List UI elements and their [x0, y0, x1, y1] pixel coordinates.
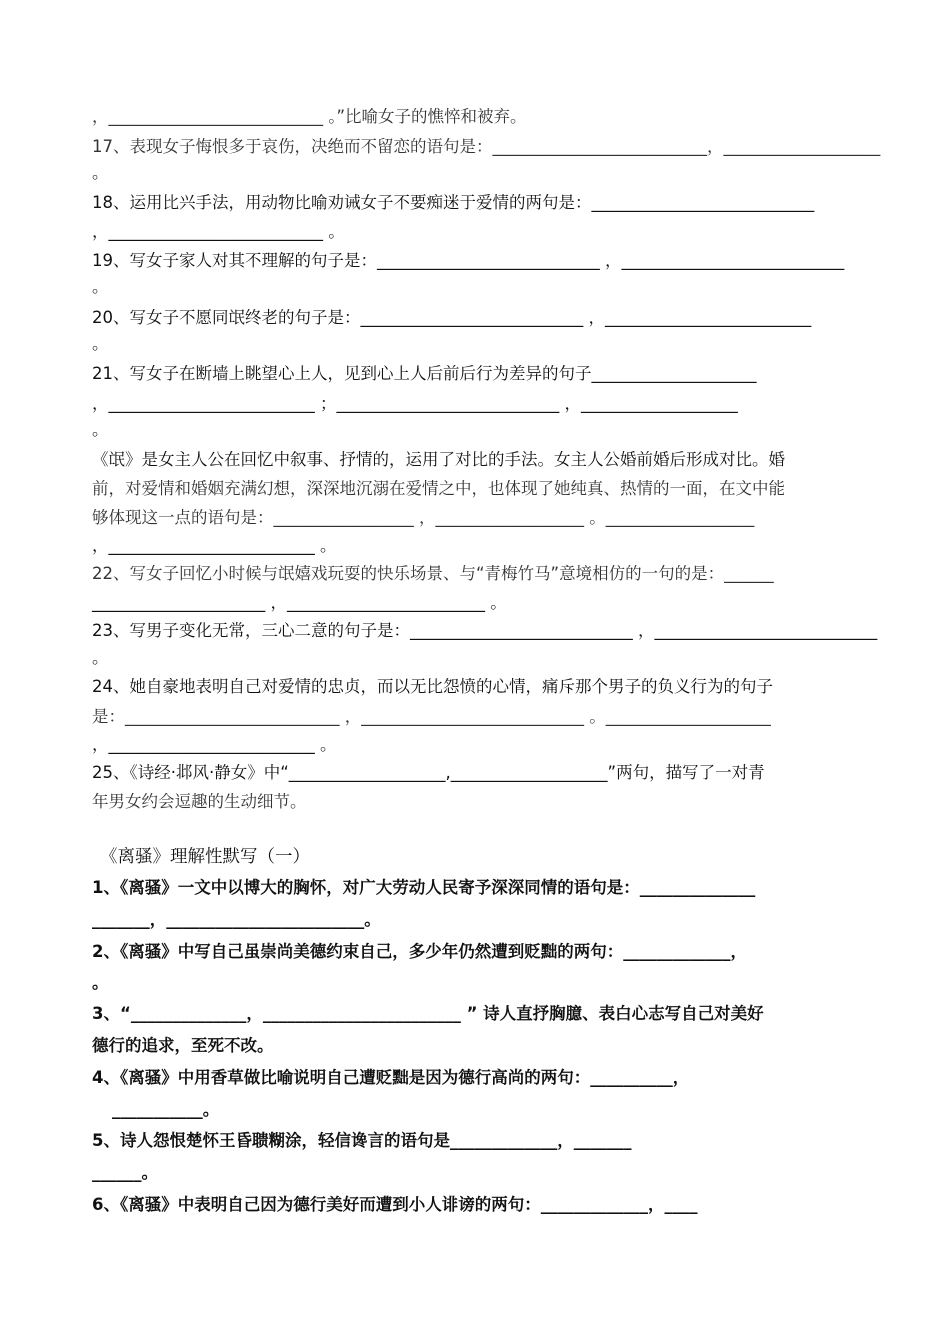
text-line: ，__________________________ 。”比喻女子的憔悴和被弃。 [92, 107, 527, 126]
text-line: ，__________________________ 。 [92, 222, 345, 241]
lisao-question-5: 5、诗人怨恨楚怀王昏聩糊涂，轻信谗言的语句是_____________，_______ [92, 1131, 632, 1150]
text-line: 。 [92, 163, 109, 182]
lisao-question-4: 4、《离骚》中用香草做比喻说明自己遭贬黜是因为德行高尚的两句：__________， [92, 1068, 690, 1087]
text-line: 。 [92, 334, 109, 353]
text-line: _______，________________________。 [92, 910, 381, 929]
paragraph-line: 前，对爱情和婚姻充满幻想，深深地沉溺在爱情之中，也体现了她纯真、热情的一面，在文中能 [92, 479, 785, 498]
text-line: 年男女约会逗趣的生动细节。 [92, 792, 307, 811]
question-18: 18、运用比兴手法，用动物比喻劝诫女子不要痴迷于爱情的两句是：___________________________ [92, 193, 815, 212]
question-23: 23、写男子变化无常，三心二意的句子是：___________________________ ，___________________________ [92, 621, 878, 640]
question-21: 21、写女子在断墙上眺望心上人，见到心上人后前后行为差异的句子____________________ [92, 364, 757, 383]
paragraph-line: 《氓》是女主人公在回忆中叙事、抒情的，运用了对比的手法。女主人公婚前婚后形成对比。婚 [92, 450, 785, 469]
question-17: 17、表现女子悔恨多于哀伤，决绝而不留恋的语句是：__________________________，___________________ [92, 137, 881, 156]
text-line: _____________________ ，________________________ 。 [92, 593, 507, 612]
text-line: 是：__________________________ ，___________________________ 。____________________ [92, 707, 771, 726]
question-24: 24、她自豪地表明自己对爱情的忠贞，而以无比怨愤的心情，痛斥那个男子的负义行为的句子 [92, 677, 773, 696]
text-line: 。 [92, 973, 109, 992]
lisao-question-2: 2、《离骚》中写自己虽崇尚美德约束自己，多少年仍然遭到贬黜的两句：_____________， [92, 942, 747, 961]
text-line: 。 [92, 648, 109, 667]
text-line: 。 [92, 420, 109, 439]
text-line: ，_________________________ 。 [92, 536, 337, 555]
text-line: ，_________________________ ；___________________________ ，___________________ [92, 394, 738, 413]
text-line: ，_________________________ 。 [92, 735, 337, 754]
lisao-question-1: 1、《离骚》一文中以博大的胸怀，对广大劳动人民寄予深深同情的语句是：______________ [92, 878, 756, 897]
text-line: ___________。 [112, 1100, 220, 1119]
question-19: 19、写女子家人对其不理解的句子是：___________________________ ，___________________________ [92, 251, 845, 270]
text-line: ______。 [92, 1163, 158, 1182]
lisao-question-3: 3、“______________，________________________ ” 诗人直抒胸臆、表白心志写自己对美好 [92, 1004, 764, 1023]
text-line: 德行的追求，至死不改。 [92, 1036, 274, 1055]
question-25: 25、《诗经·邶风·静女》中“___________________,___________________”两句，描写了一对青 [92, 763, 765, 782]
lisao-question-6: 6、《离骚》中表明自己因为德行美好而遭到小人诽谤的两句：_____________，____ [92, 1195, 698, 1214]
question-20: 20、写女子不愿同氓终老的句子是：___________________________ ，_________________________ [92, 308, 812, 327]
section-title: 《离骚》理解性默写（一） [100, 847, 310, 867]
paragraph-line: 够体现这一点的语句是：_________________ ，__________________ 。__________________ [92, 508, 755, 527]
text-line: 。 [92, 277, 109, 296]
question-22: 22、写女子回忆小时候与氓嬉戏玩耍的快乐场景、与“青梅竹马”意境相仿的一句的是：______ [92, 564, 774, 583]
